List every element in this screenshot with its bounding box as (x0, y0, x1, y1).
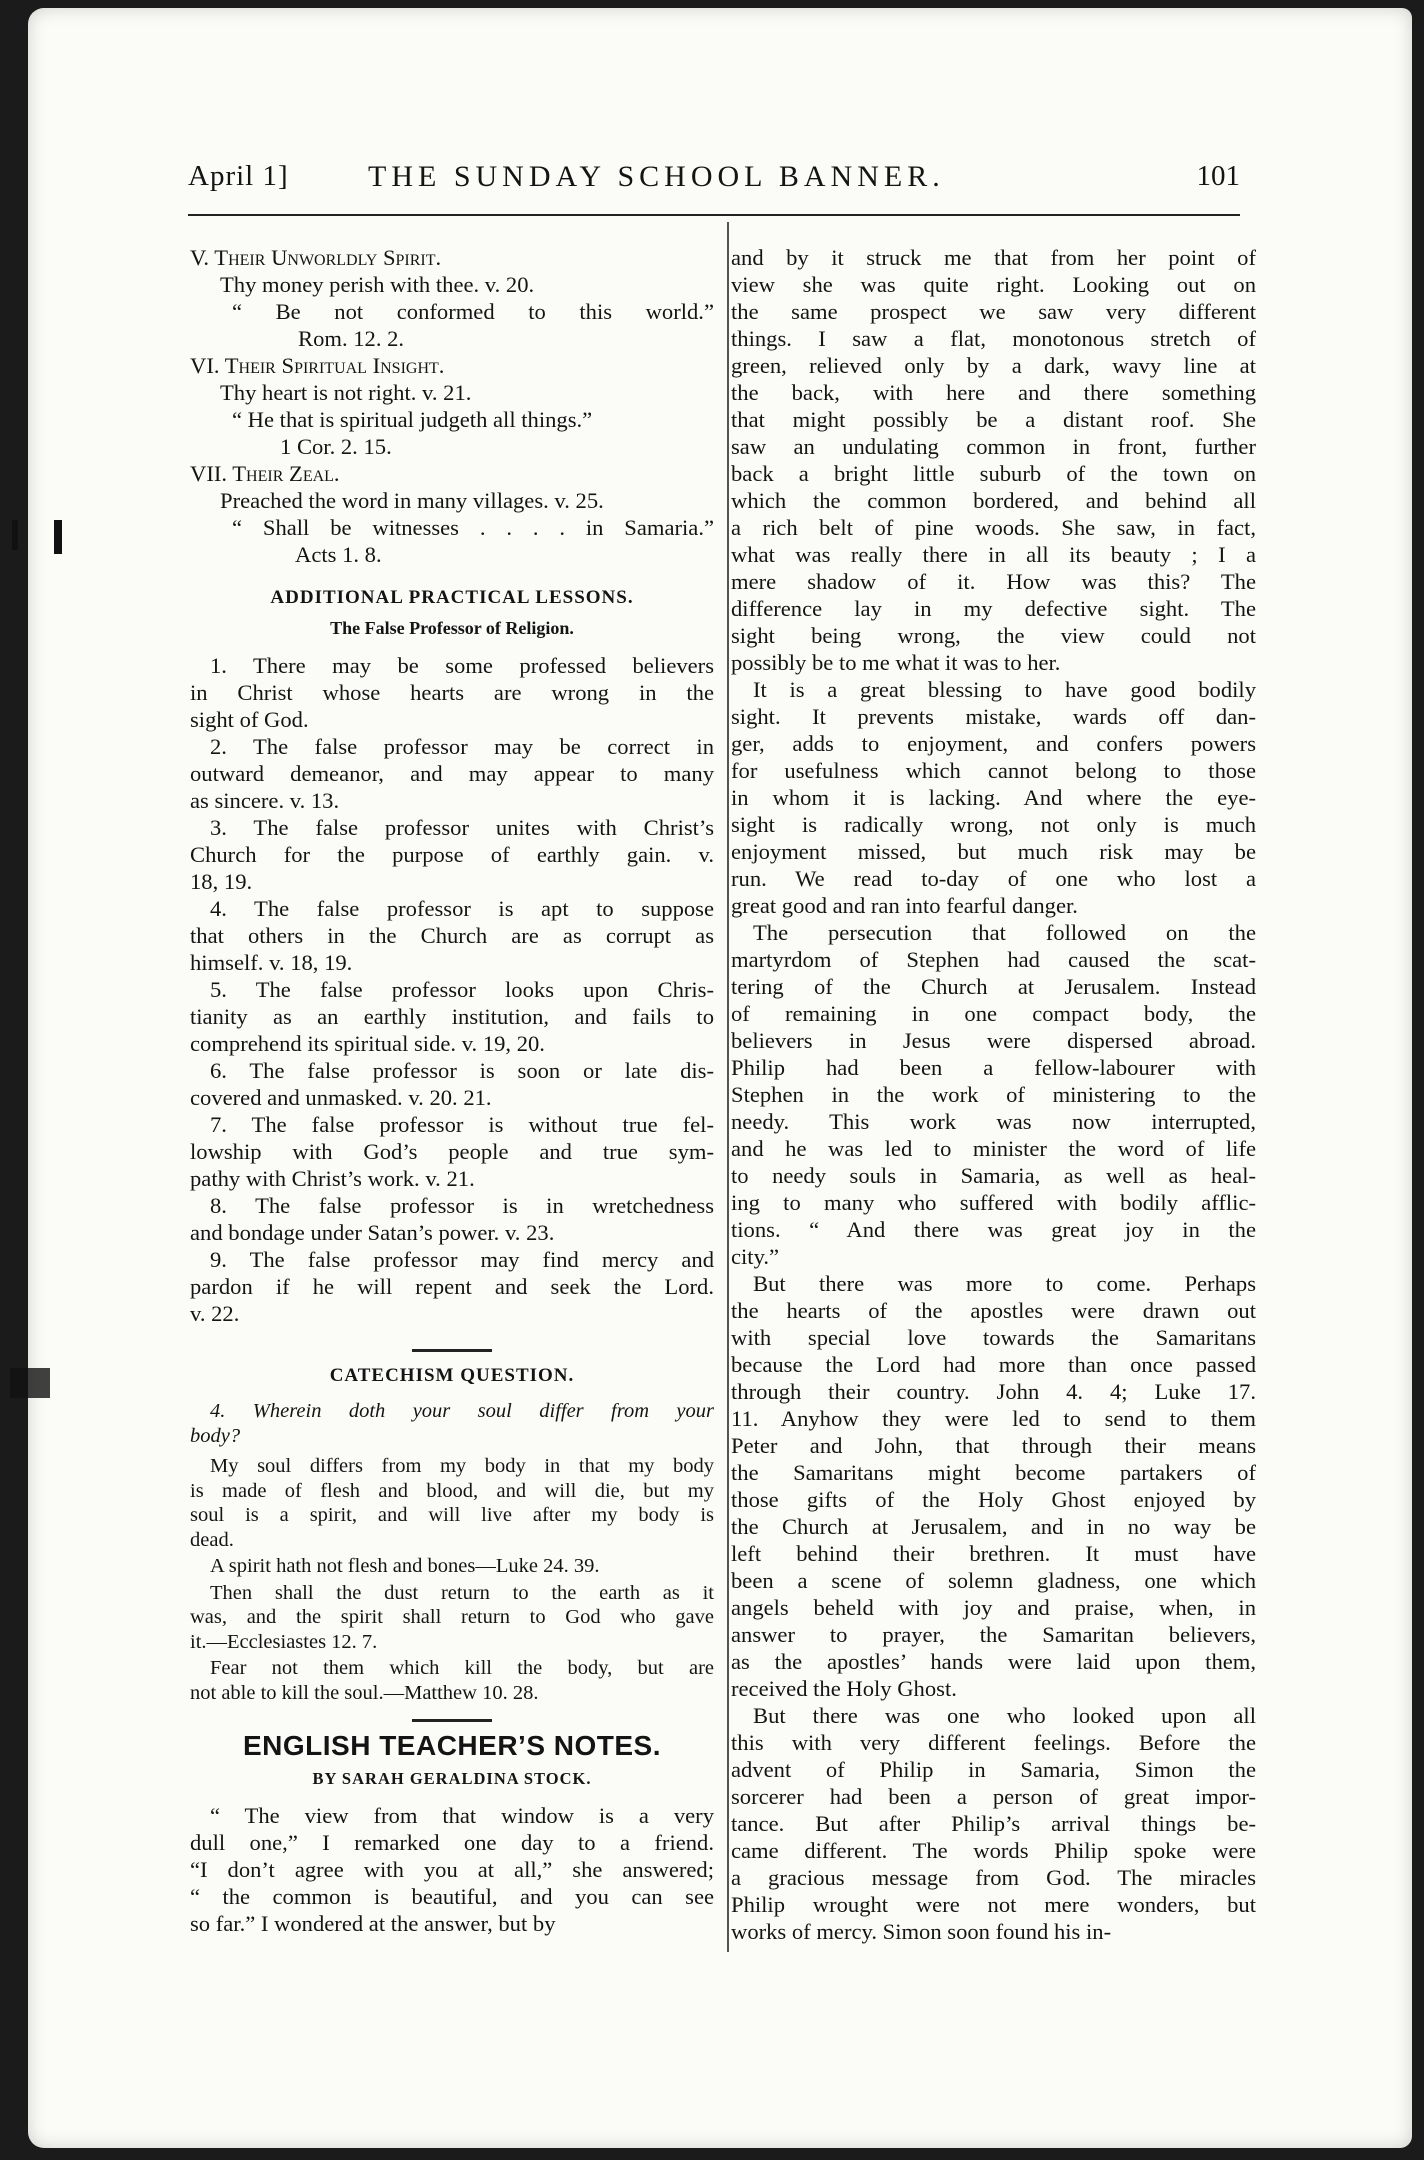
section-divider (412, 1719, 492, 1722)
text-line: angels beheld with joy and praise, when, in (731, 1595, 1256, 1620)
text-line: it.—Ecclesiastes 12. 7. (190, 1630, 378, 1653)
text-line: that might possibly be a distant roof. She (731, 407, 1256, 432)
text-line: “ The view from that window is a very (210, 1803, 714, 1828)
text-line: 18, 19. (190, 869, 253, 894)
text-line: 9. The false professor may find mercy and (210, 1247, 714, 1272)
text-line: this with very different feelings. Before the (731, 1730, 1256, 1755)
outline-heading: V. Their Unworldly Spirit. (190, 245, 442, 270)
text-line: Philip wrought were not mere wonders, but (731, 1892, 1256, 1917)
catechism-block (190, 1399, 714, 1705)
lesson-item (190, 1246, 714, 1327)
binding-mark (54, 520, 62, 554)
header-title: THE SUNDAY SCHOOL BANNER. (368, 160, 945, 193)
text-line: sight. It prevents mistake, wards off dan- (731, 704, 1256, 729)
text-line: 2. The false professor may be correct in (210, 734, 714, 759)
outline-line: 1 Cor. 2. 15. (280, 434, 392, 459)
text-line: soul is a spirit, and will live after my body is (190, 1504, 714, 1526)
text-line: sight of God. (190, 707, 309, 732)
text-line: martyrdom of Stephen had caused the scat- (731, 947, 1256, 972)
scripture-reference (190, 1656, 714, 1705)
text-line: a rich belt of pine woods. She saw, in fact, (731, 515, 1256, 540)
text-line: the same prospect we saw very different (731, 299, 1256, 324)
text-line: It is a great blessing to have good bodily (753, 677, 1256, 702)
lesson-item (190, 1111, 714, 1192)
text-line: came different. The words Philip spoke were (731, 1838, 1256, 1863)
text-line: 7. The false professor is without true fel- (210, 1112, 714, 1137)
catechism-heading: CATECHISM QUESTION. (329, 1365, 575, 1386)
outline-section-vi (190, 352, 714, 460)
catechism-question (190, 1399, 714, 1448)
catechism-references (190, 1554, 714, 1705)
text-line: and he was led to minister the word of life (731, 1136, 1256, 1161)
text-line: city.” (731, 1244, 780, 1269)
text-line: green, relieved only by a dark, wavy line at (731, 353, 1256, 378)
running-header (188, 160, 1240, 200)
text-line: what was really there in all its beauty ; I a (731, 542, 1256, 567)
outline-line: “ Shall be witnesses . . . . in Samaria.” (232, 515, 714, 540)
text-line: himself. v. 18, 19. (190, 950, 353, 975)
text-line: and by it struck me that from her point of (731, 245, 1256, 270)
notes-byline: BY SARAH GERALDINA STOCK. (312, 1769, 592, 1788)
lessons-heading: ADDITIONAL PRACTICAL LESSONS. (270, 587, 634, 608)
text-line: enjoyment missed, but much risk may be (731, 839, 1256, 864)
text-line: “ the common is beautiful, and you can see (190, 1884, 714, 1909)
text-line: not able to kill the soul.—Matthew 10. 28. (190, 1681, 539, 1704)
text-line: answer to prayer, the Samaritan believers, (731, 1622, 1256, 1647)
notes-intro (190, 1802, 714, 1937)
text-line: pathy with Christ’s work. v. 21. (190, 1166, 475, 1191)
text-line: But there was one who looked upon all (753, 1703, 1256, 1728)
text-line: ger, adds to enjoyment, and confers powers (731, 731, 1256, 756)
text-line: dead. (190, 1528, 234, 1551)
text-line: 4. The false professor is apt to suppose (210, 896, 714, 921)
text-line: which the common bordered, and behind all (731, 488, 1256, 513)
text-line: “I don’t agree with you at all,” she answered; (190, 1857, 714, 1882)
text-line: tions. “ And there was great joy in the (731, 1217, 1256, 1242)
outline-line: Acts 1. 8. (295, 542, 382, 567)
text-line: of remaining in one compact body, the (731, 1001, 1256, 1026)
text-line: back a bright little suburb of the town on (731, 461, 1256, 486)
text-line: Church for the purpose of earthly gain. v. (190, 842, 714, 867)
outline-line: “ He that is spiritual judgeth all things.” (232, 407, 593, 432)
text-line: so far.” I wondered at the answer, but by (190, 1911, 556, 1936)
body-paragraph (731, 1270, 1256, 1702)
text-line: to needy souls in Samaria, as well as heal- (731, 1163, 1256, 1188)
body-paragraph (731, 919, 1256, 1270)
text-line: because the Lord had more than once passed (731, 1352, 1256, 1377)
binding-mark (12, 520, 18, 550)
text-line: view she was quite right. Looking out on (731, 272, 1256, 297)
right-column (731, 244, 1256, 1945)
text-line: saw an undulating common in front, further (731, 434, 1256, 459)
page-number: 101 (1196, 160, 1240, 192)
answer-text (190, 1454, 714, 1552)
text-line: sorcerer had been a person of great impor- (731, 1784, 1256, 1809)
lessons-subheading: The False Professor of Religion. (330, 618, 574, 638)
header-date: April 1] (188, 160, 289, 192)
lessons-list (190, 652, 714, 1327)
text-line: things. I saw a flat, monotonous stretch of (731, 326, 1256, 351)
catechism-answer (190, 1454, 714, 1552)
outline-line: “ Be not conformed to this world.” (232, 299, 714, 324)
question-text (190, 1399, 714, 1448)
lesson-item (190, 814, 714, 895)
text-line: the hearts of the apostles were drawn out (731, 1298, 1256, 1323)
section-divider (412, 1349, 492, 1352)
text-line: But there was more to come. Perhaps (753, 1271, 1256, 1296)
text-line: difference lay in my defective sight. The (731, 596, 1256, 621)
text-line: advent of Philip in Samaria, Simon the (731, 1757, 1256, 1782)
text-line: tianity as an earthly institution, and fails to (190, 1004, 714, 1029)
text-line: dull one,” I remarked one day to a friend. (190, 1830, 714, 1855)
text-line: with special love towards the Samaritans (731, 1325, 1256, 1350)
text-line: 1. There may be some professed believers (210, 653, 714, 678)
text-line: a gracious message from God. The miracles (731, 1865, 1256, 1890)
outline-section-vii (190, 460, 714, 568)
header-rule (188, 214, 1240, 216)
text-line: body? (190, 1424, 241, 1447)
text-line: left behind their brethren. It must have (731, 1541, 1256, 1566)
text-line: 5. The false professor looks upon Chris- (210, 977, 714, 1002)
text-line: as the apostles’ hands were laid upon them, (731, 1649, 1256, 1674)
text-line: Stephen in the work of ministering to the (731, 1082, 1256, 1107)
text-line: believers in Jesus were dispersed abroad. (731, 1028, 1256, 1053)
lesson-item (190, 1057, 714, 1111)
outline-line: Thy heart is not right. v. 21. (220, 380, 472, 405)
lesson-item (190, 733, 714, 814)
body-paragraph (731, 676, 1256, 919)
text-line: Then shall the dust return to the earth as it (210, 1581, 714, 1604)
text-line: possibly be to me what it was to her. (731, 650, 1061, 675)
text-line: those gifts of the Holy Ghost enjoyed by (731, 1487, 1256, 1512)
text-line: sight is radically wrong, not only is much (731, 812, 1256, 837)
binding-mark (10, 1368, 50, 1398)
text-line: outward demeanor, and may appear to many (190, 761, 714, 786)
text-line: received the Holy Ghost. (731, 1676, 957, 1701)
notes-title: ENGLISH TEACHER’S NOTES. (242, 1730, 662, 1761)
scripture-reference (190, 1581, 714, 1655)
text-line: for usefulness which cannot belong to those (731, 758, 1256, 783)
left-column (190, 244, 714, 1937)
outline-heading: VII. Their Zeal. (190, 461, 340, 486)
text-line: is made of flesh and blood, and will die, but my (190, 1479, 714, 1502)
outline-line: Preached the word in many villages. v. 25. (220, 488, 604, 513)
text-line: 11. Anyhow they were led to send to them (731, 1406, 1256, 1431)
scripture-reference (190, 1554, 714, 1579)
body-paragraph (731, 1702, 1256, 1945)
text-line: tering of the Church at Jerusalem. Instead (731, 974, 1256, 999)
text-line: the Samaritans might become partakers of (731, 1460, 1256, 1485)
text-line: sight being wrong, the view could not (731, 623, 1256, 648)
text-line: the Church at Jerusalem, and in no way be (731, 1514, 1256, 1539)
text-line: v. 22. (190, 1301, 240, 1326)
text-line: ing to many who suffered with bodily afflic- (731, 1190, 1256, 1215)
outline-section-v (190, 244, 714, 352)
text-line: 6. The false professor is soon or late dis- (210, 1058, 714, 1083)
body-paragraph (731, 244, 1256, 676)
text-line: mere shadow of it. How was this? The (731, 569, 1256, 594)
text-line: that others in the Church are as corrupt as (190, 923, 714, 948)
lesson-item (190, 1192, 714, 1246)
text-line: in Christ whose hearts are wrong in the (190, 680, 714, 705)
text-line: The persecution that followed on the (753, 920, 1256, 945)
lesson-item (190, 895, 714, 976)
text-line: the back, with here and there something (731, 380, 1256, 405)
text-line: 4. Wherein doth your soul differ from your (210, 1400, 714, 1422)
text-line: in whom it is lacking. And where the eye- (731, 785, 1256, 810)
text-line: 3. The false professor unites with Christ’s (210, 815, 714, 840)
outline-line: Thy money perish with thee. v. 20. (220, 272, 535, 297)
outline-heading: VI. Their Spiritual Insight. (190, 353, 445, 378)
text-line: covered and unmasked. v. 20. 21. (190, 1085, 492, 1110)
text-line: Fear not them which kill the body, but are (210, 1657, 714, 1679)
text-line: pardon if he will repent and seek the Lord. (190, 1274, 714, 1299)
column-divider (727, 222, 729, 1952)
text-line: was, and the spirit shall return to God who gave (190, 1606, 714, 1628)
right-paragraphs (731, 244, 1256, 1945)
text-line: as sincere. v. 13. (190, 788, 340, 813)
text-line: works of mercy. Simon soon found his in- (731, 1919, 1112, 1944)
text-line: Philip had been a fellow-labourer with (731, 1055, 1256, 1080)
text-line: lowship with God’s people and true sym- (190, 1139, 714, 1164)
text-line: 8. The false professor is in wretchedness (210, 1193, 714, 1218)
text-line: great good and ran into fearful danger. (731, 893, 1078, 918)
text-line: been a scene of solemn gladness, one which (731, 1568, 1256, 1593)
lesson-item (190, 976, 714, 1057)
notes-paragraph (190, 1802, 714, 1937)
text-line: needy. This work was now interrupted, (731, 1109, 1256, 1134)
lesson-item (190, 652, 714, 733)
outline-line: Rom. 12. 2. (298, 326, 405, 351)
text-line: My soul differs from my body in that my body (210, 1455, 714, 1477)
text-line: tance. But after Philip’s arrival things be- (731, 1811, 1256, 1836)
text-line: Peter and John, that through their means (731, 1433, 1256, 1458)
text-line: comprehend its spiritual side. v. 19, 20. (190, 1031, 545, 1056)
text-line: and bondage under Satan’s power. v. 23. (190, 1220, 555, 1245)
text-line: through their country. John 4. 4; Luke 17. (731, 1379, 1256, 1404)
text-line: A spirit hath not flesh and bones—Luke 24. 39. (210, 1555, 600, 1577)
text-line: run. We read to-day of one who lost a (731, 866, 1256, 891)
